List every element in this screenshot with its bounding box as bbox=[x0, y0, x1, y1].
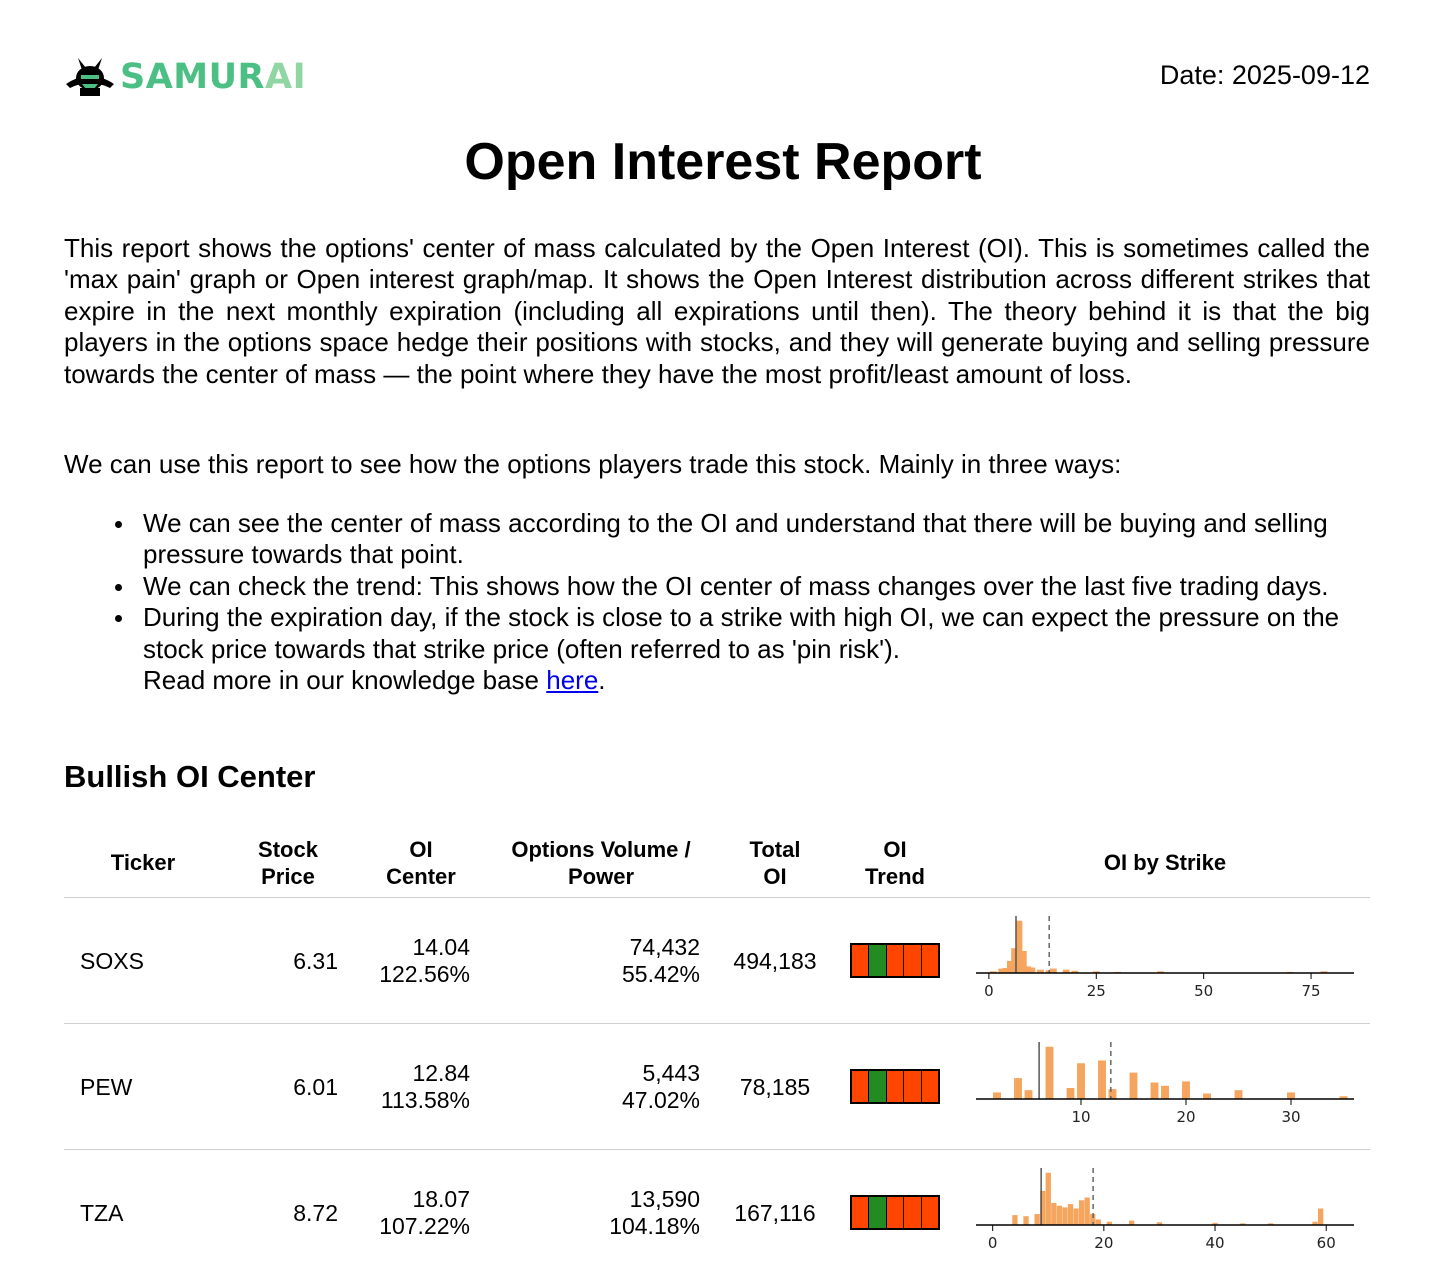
oi-bar bbox=[993, 1092, 1001, 1099]
oi-bar bbox=[1203, 1094, 1211, 1100]
oi-bar bbox=[1046, 1173, 1051, 1225]
x-tick-label: 75 bbox=[1301, 982, 1321, 1000]
oi-bar bbox=[1287, 1092, 1295, 1099]
knowledge-base-link[interactable]: here bbox=[546, 665, 599, 696]
trend-day bbox=[869, 1071, 886, 1102]
oi-bar bbox=[1085, 1198, 1090, 1226]
oi-bar bbox=[1025, 1090, 1033, 1099]
col-options-volume-power[interactable]: Options Volume / Power bbox=[511, 837, 691, 889]
oi-bar bbox=[1062, 1207, 1067, 1225]
x-tick-label: 0 bbox=[987, 1234, 998, 1252]
col-oi-by-strike[interactable]: OI by Strike bbox=[1103, 850, 1227, 875]
list-item: During the expiration day, if the stock is close to a strike with high OI, we can expect the pressure on the stock price towards that strike price (often referred to as 'pin risk'). Read more in our knowledge base here. bbox=[143, 602, 1383, 696]
options-volume-cell: 5,443 47.02% bbox=[621, 1060, 700, 1113]
x-tick-label: 10 bbox=[1071, 1108, 1091, 1126]
read-more-line: Read more in our knowledge base here. bbox=[143, 665, 606, 696]
col-oi-trend[interactable]: OI Trend bbox=[865, 837, 925, 889]
stock-price-cell: 8.72 bbox=[293, 1200, 338, 1226]
oi-by-strike-chart bbox=[970, 1156, 1360, 1266]
intro-paragraph: This report shows the options' center of mass calculated by the Open Interest (OI). This is sometimes called the 'max pain' graph or Open interest graph/map. It shows the Open Interest distribution across different strikes that expire in the next monthly expiration (including all expirations until then). The theory behind it is that the big players in the options space hedge their positions with stocks, and they will generate buying and selling pressure towards the center of mass — the point where they have the most profit/least amount of loss. bbox=[64, 233, 1370, 389]
table-row[interactable] bbox=[64, 898, 1370, 1024]
oi-bar bbox=[1130, 1073, 1138, 1099]
oi-bar bbox=[1046, 1047, 1054, 1099]
oi-bar bbox=[1318, 1209, 1323, 1226]
list-item: We can see the center of mass according to the OI and understand that there will be buying and selling pressure towards that point. bbox=[143, 508, 1383, 571]
ticker-cell: PEW bbox=[80, 1074, 133, 1100]
section-title: Bullish OI Center bbox=[64, 759, 316, 794]
trend-day bbox=[869, 945, 886, 976]
x-tick-label: 25 bbox=[1086, 982, 1106, 1000]
x-tick-label: 0 bbox=[984, 982, 994, 1000]
oi-center-cell: 14.04 122.56% bbox=[379, 934, 470, 987]
options-volume-cell: 13,590 104.18% bbox=[609, 1186, 700, 1239]
table-row[interactable] bbox=[64, 1024, 1370, 1150]
oi-trend-indicator bbox=[850, 943, 940, 978]
oi-bar bbox=[1235, 1090, 1243, 1099]
table-header bbox=[64, 830, 1370, 898]
options-volume-cell: 74,432 55.42% bbox=[621, 934, 700, 987]
trend-day bbox=[852, 945, 869, 976]
oi-bar bbox=[1023, 1216, 1028, 1225]
oi-center-cell: 18.07 107.22% bbox=[379, 1186, 470, 1239]
col-stock-price[interactable]: Stock Price bbox=[258, 837, 318, 889]
trend-day bbox=[922, 1197, 938, 1228]
ticker-cell: SOXS bbox=[80, 948, 144, 974]
col-total-oi[interactable]: Total OI bbox=[749, 837, 801, 889]
brand-name: SAMURAI bbox=[120, 57, 307, 97]
oi-bar bbox=[1109, 1089, 1117, 1099]
oi-bar bbox=[1067, 1088, 1075, 1099]
oi-bar bbox=[1014, 1078, 1022, 1099]
oi-bar bbox=[1161, 1086, 1169, 1099]
oi-bar bbox=[1151, 1083, 1159, 1100]
list-item: We can check the trend: This shows how the OI center of mass changes over the last five trading days. bbox=[143, 571, 1383, 602]
x-tick-label: 20 bbox=[1176, 1108, 1196, 1126]
trend-day bbox=[869, 1197, 886, 1228]
oi-bar bbox=[1098, 1061, 1106, 1100]
oi-bar bbox=[1077, 1063, 1085, 1099]
samurai-helmet-icon bbox=[64, 54, 116, 100]
oi-bar bbox=[1096, 1220, 1101, 1226]
total-oi-cell: 167,116 bbox=[734, 1200, 816, 1226]
trend-day bbox=[887, 945, 904, 976]
oi-table bbox=[64, 830, 1370, 1276]
table-row[interactable] bbox=[64, 1150, 1370, 1276]
x-tick-label: 30 bbox=[1281, 1108, 1301, 1126]
ticker-cell: TZA bbox=[80, 1200, 124, 1226]
oi-trend-indicator bbox=[850, 1069, 940, 1104]
oi-by-strike-chart bbox=[970, 1030, 1360, 1140]
trend-day bbox=[922, 1071, 938, 1102]
col-oi-center[interactable]: OI Center bbox=[386, 837, 456, 889]
oi-bar bbox=[1057, 1206, 1062, 1225]
total-oi-cell: 494,183 bbox=[733, 948, 817, 974]
usage-paragraph: We can use this report to see how the options players trade this stock. Mainly in three ways: bbox=[64, 449, 1122, 479]
samurai-logo[interactable] bbox=[64, 52, 306, 102]
oi-bar bbox=[1051, 1203, 1056, 1225]
trend-day bbox=[852, 1071, 869, 1102]
stock-price-cell: 6.01 bbox=[293, 1074, 338, 1100]
oi-bar bbox=[1028, 968, 1035, 974]
x-tick-label: 50 bbox=[1194, 982, 1214, 1000]
x-tick-label: 40 bbox=[1205, 1234, 1225, 1252]
report-header bbox=[64, 52, 1370, 102]
oi-by-strike-chart bbox=[970, 904, 1360, 1014]
oi-center-cell: 12.84 113.58% bbox=[380, 1060, 470, 1113]
trend-day bbox=[922, 945, 938, 976]
trend-day bbox=[852, 1197, 869, 1228]
x-tick-label: 20 bbox=[1094, 1234, 1114, 1252]
col-ticker[interactable]: Ticker bbox=[110, 850, 176, 875]
oi-bar bbox=[1012, 1215, 1017, 1225]
oi-bar bbox=[1068, 1204, 1073, 1225]
report-date: Date: 2025-09-12 bbox=[1159, 60, 1370, 90]
oi-trend-indicator bbox=[850, 1195, 940, 1230]
page-title: Open Interest Report bbox=[464, 133, 982, 191]
trend-day bbox=[887, 1197, 904, 1228]
trend-day bbox=[904, 1197, 921, 1228]
oi-bar bbox=[1035, 1214, 1040, 1225]
total-oi-cell: 78,185 bbox=[739, 1074, 811, 1100]
stock-price-cell: 6.31 bbox=[293, 948, 338, 974]
usage-list bbox=[143, 508, 1383, 696]
trend-day bbox=[887, 1071, 904, 1102]
oi-bar bbox=[1079, 1200, 1084, 1225]
trend-day bbox=[904, 1071, 921, 1102]
oi-bar bbox=[1182, 1081, 1190, 1099]
trend-day bbox=[904, 945, 921, 976]
oi-bar bbox=[1073, 1209, 1078, 1226]
x-tick-label: 60 bbox=[1316, 1234, 1336, 1252]
